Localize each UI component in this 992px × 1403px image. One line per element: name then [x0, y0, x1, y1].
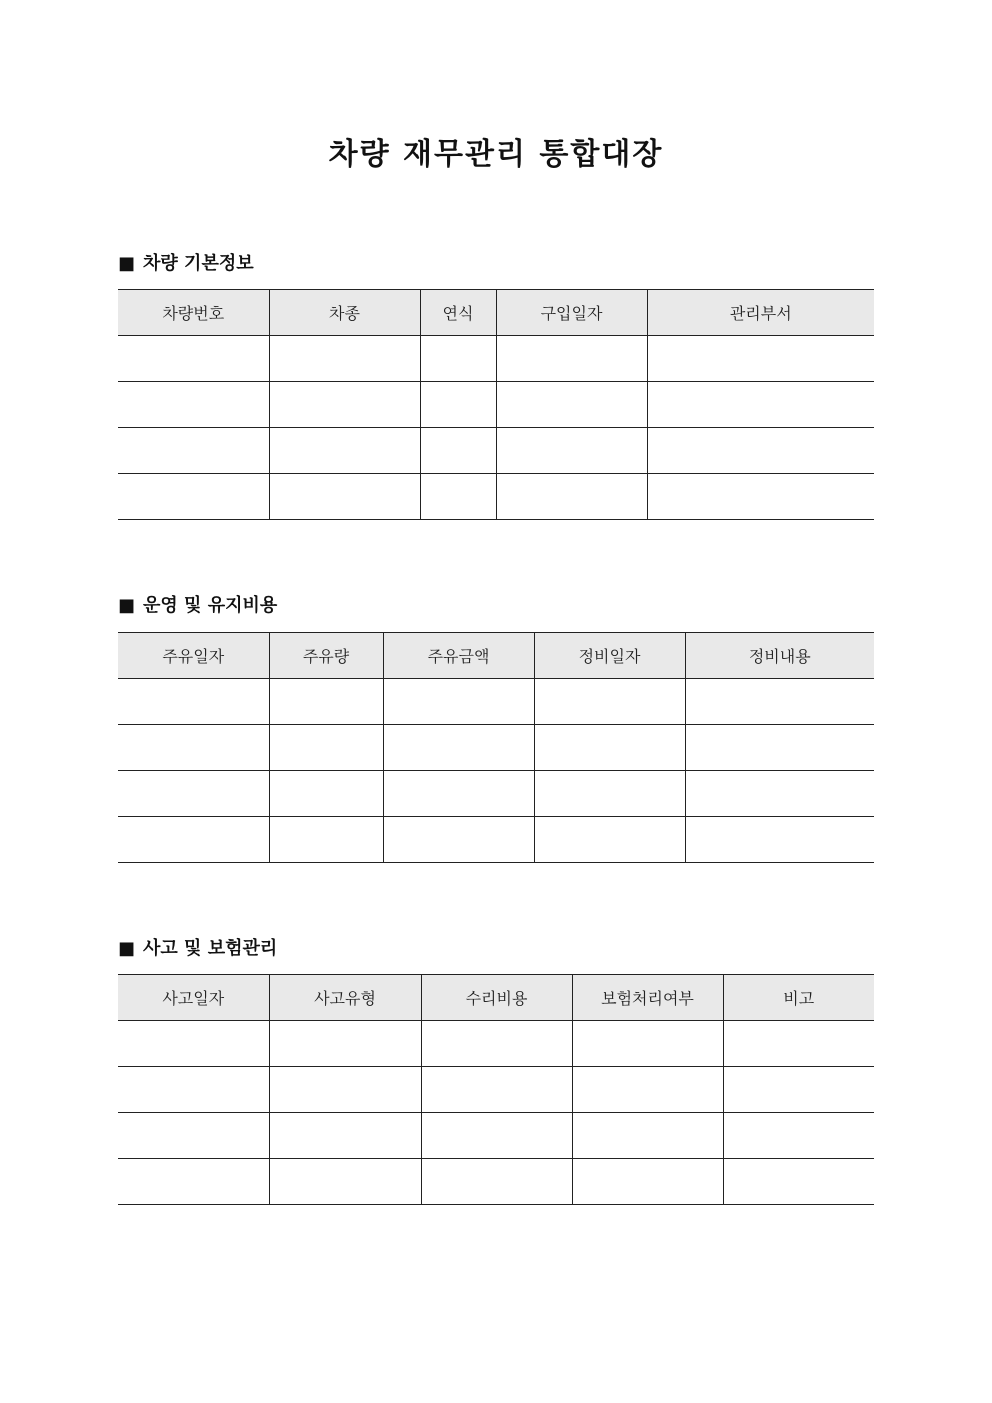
- square-bullet-icon: ■: [118, 595, 136, 616]
- table-cell[interactable]: [269, 1021, 421, 1067]
- table-cell[interactable]: [269, 817, 383, 863]
- table-cell[interactable]: [269, 474, 420, 520]
- table-cell[interactable]: [269, 1113, 421, 1159]
- table-cell[interactable]: [420, 428, 496, 474]
- table-row: [118, 1021, 874, 1067]
- table-cell[interactable]: [383, 679, 534, 725]
- table-cell[interactable]: [496, 428, 647, 474]
- table-cell[interactable]: [421, 1113, 572, 1159]
- section-title-text: 차량 기본정보: [143, 253, 254, 274]
- table-cell[interactable]: [118, 1067, 269, 1113]
- table-cell[interactable]: [420, 336, 496, 382]
- table-cell[interactable]: [118, 725, 269, 771]
- table-cell[interactable]: [647, 474, 874, 520]
- table-cell[interactable]: [269, 771, 383, 817]
- column-header: 사고일자: [118, 975, 269, 1021]
- table-cell[interactable]: [383, 817, 534, 863]
- section-title-text: 사고 및 보험관리: [143, 938, 278, 959]
- table-cell[interactable]: [723, 1113, 874, 1159]
- table-cell[interactable]: [723, 1159, 874, 1205]
- table-cell[interactable]: [118, 474, 269, 520]
- table-cell[interactable]: [496, 474, 647, 520]
- table-row: [118, 428, 874, 474]
- table-cell[interactable]: [269, 679, 383, 725]
- column-header: 정비일자: [534, 633, 685, 679]
- square-bullet-icon: ■: [118, 938, 136, 959]
- table-cell[interactable]: [118, 679, 269, 725]
- table-cell[interactable]: [383, 725, 534, 771]
- table-cell[interactable]: [269, 1159, 421, 1205]
- table-cell[interactable]: [534, 817, 685, 863]
- table-cell[interactable]: [118, 382, 269, 428]
- column-header: 정비내용: [685, 633, 874, 679]
- table-cell[interactable]: [118, 1021, 269, 1067]
- column-header: 보험처리여부: [572, 975, 723, 1021]
- table-cell[interactable]: [534, 725, 685, 771]
- table-cell[interactable]: [685, 771, 874, 817]
- table-cell[interactable]: [383, 771, 534, 817]
- table-cell[interactable]: [420, 382, 496, 428]
- table-cell[interactable]: [685, 679, 874, 725]
- accident-insurance-table: [118, 974, 874, 1205]
- table-cell[interactable]: [118, 1113, 269, 1159]
- column-header: 구입일자: [496, 290, 647, 336]
- table-cell[interactable]: [572, 1159, 723, 1205]
- table-cell[interactable]: [572, 1113, 723, 1159]
- table-row: [118, 725, 874, 771]
- section-title-operating-costs: [118, 594, 277, 618]
- table-row: [118, 1159, 874, 1205]
- column-header: 차량번호: [118, 290, 269, 336]
- table-cell[interactable]: [685, 725, 874, 771]
- column-header: 사고유형: [269, 975, 421, 1021]
- square-bullet-icon: ■: [118, 253, 136, 274]
- table-cell[interactable]: [647, 382, 874, 428]
- table-cell[interactable]: [647, 428, 874, 474]
- table-cell[interactable]: [534, 679, 685, 725]
- table-header-row: [118, 975, 874, 1021]
- table-row: [118, 771, 874, 817]
- table-cell[interactable]: [534, 771, 685, 817]
- table-cell[interactable]: [572, 1021, 723, 1067]
- table-row: [118, 336, 874, 382]
- table-cell[interactable]: [269, 1067, 421, 1113]
- column-header: 차종: [269, 290, 420, 336]
- table-cell[interactable]: [269, 428, 420, 474]
- column-header: 수리비용: [421, 975, 572, 1021]
- table-header-row: [118, 633, 874, 679]
- table-cell[interactable]: [118, 771, 269, 817]
- table-cell[interactable]: [421, 1159, 572, 1205]
- column-header: 관리부서: [647, 290, 874, 336]
- column-header: 주유량: [269, 633, 383, 679]
- section-title-text: 운영 및 유지비용: [143, 595, 278, 616]
- table-cell[interactable]: [269, 725, 383, 771]
- table-row: [118, 474, 874, 520]
- table-cell[interactable]: [269, 382, 420, 428]
- table-cell[interactable]: [420, 474, 496, 520]
- table-cell[interactable]: [723, 1021, 874, 1067]
- column-header: 주유일자: [118, 633, 269, 679]
- table-row: [118, 1067, 874, 1113]
- table-cell[interactable]: [723, 1067, 874, 1113]
- column-header: 비고: [723, 975, 874, 1021]
- table-row: [118, 1113, 874, 1159]
- table-cell[interactable]: [572, 1067, 723, 1113]
- operating-costs-table: [118, 632, 874, 863]
- section-title-vehicle-info: [118, 252, 254, 276]
- column-header: 연식: [420, 290, 496, 336]
- table-cell[interactable]: [496, 336, 647, 382]
- table-cell[interactable]: [118, 336, 269, 382]
- table-cell[interactable]: [118, 817, 269, 863]
- table-cell[interactable]: [269, 336, 420, 382]
- table-cell[interactable]: [647, 336, 874, 382]
- column-header: 주유금액: [383, 633, 534, 679]
- section-title-accident-insurance: [118, 937, 277, 961]
- table-row: [118, 817, 874, 863]
- document-title: 차량 재무관리 통합대장: [328, 137, 664, 172]
- table-cell[interactable]: [118, 1159, 269, 1205]
- table-row: [118, 382, 874, 428]
- table-cell[interactable]: [421, 1021, 572, 1067]
- table-cell[interactable]: [421, 1067, 572, 1113]
- vehicle-info-table: [118, 289, 874, 520]
- table-row: [118, 679, 874, 725]
- table-cell[interactable]: [496, 382, 647, 428]
- table-cell[interactable]: [118, 428, 269, 474]
- table-cell[interactable]: [685, 817, 874, 863]
- table-header-row: [118, 290, 874, 336]
